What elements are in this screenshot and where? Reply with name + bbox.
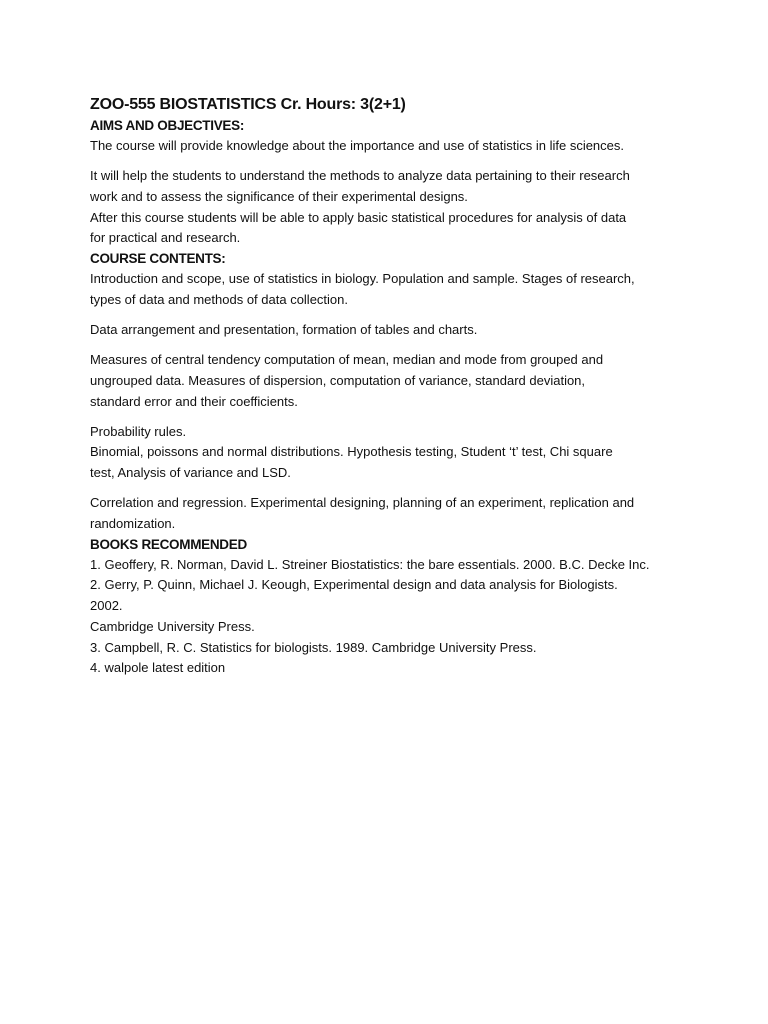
book-item-2-year: 2002. — [90, 598, 123, 614]
text-line: Binomial, poissons and normal distributions. Hypothesis testing, Student ‘t’ test, Chi square — [90, 444, 613, 460]
book-item-2-publisher: Cambridge University Press. — [90, 618, 255, 634]
text-line: Introduction and scope, use of statistics in biology. Population and sample. Stages of research, — [90, 271, 635, 287]
text-line: Probability rules. — [90, 423, 187, 439]
book-item-2: 2. Gerry, P. Quinn, Michael J. Keough, Experimental design and data analysis for Biologists. — [90, 577, 618, 593]
text-line: Data arrangement and presentation, formation of tables and charts. — [90, 321, 478, 337]
text-line: After this course students will be able to apply basic statistical procedures for analysis of data — [90, 209, 627, 225]
books-list — [90, 555, 690, 679]
text-line: standard error and their coefficients. — [90, 393, 298, 409]
contents-heading: COURSE CONTENTS: — [90, 251, 226, 267]
text-line: for practical and research. — [90, 230, 241, 246]
contents-paragraph-5 — [90, 493, 690, 534]
text-line: Correlation and regression. Experimental designing, planning of an experiment, replication and — [90, 495, 635, 511]
text-line: It will help the students to understand the methods to analyze data pertaining to their research — [90, 168, 630, 184]
books-heading: BOOKS RECOMMENDED — [90, 536, 247, 552]
text-line: The course will provide knowledge about the importance and use of statistics in life sciences. — [90, 138, 625, 153]
document-title: ZOO-555 BIOSTATISTICS Cr. Hours: 3(2+1) — [90, 96, 406, 113]
aims-heading: AIMS AND OBJECTIVES: — [90, 118, 245, 133]
aims-paragraph-1 — [90, 136, 690, 157]
document-page — [90, 94, 690, 679]
aims-paragraph-2 — [90, 166, 690, 249]
contents-paragraph-1 — [90, 269, 690, 310]
book-item-1: 1. Geoffery, R. Norman, David L. Streiner Biostatistics: the bare essentials. 2000. B.C. Decke Inc. — [90, 556, 650, 572]
contents-paragraph-2 — [90, 320, 690, 341]
text-line: test, Analysis of variance and LSD. — [90, 465, 291, 481]
contents-paragraph-4 — [90, 422, 690, 484]
text-line: work and to assess the significance of their experimental designs. — [90, 188, 468, 204]
book-item-4: 4. walpole latest edition — [90, 660, 226, 676]
contents-paragraph-3 — [90, 350, 690, 412]
text-line: types of data and methods of data collection. — [90, 291, 349, 307]
text-line: Measures of central tendency computation of mean, median and mode from grouped and — [90, 352, 604, 368]
book-item-3: 3. Campbell, R. C. Statistics for biologists. 1989. Cambridge University Press. — [90, 639, 537, 655]
text-line: randomization. — [90, 516, 176, 532]
text-line: ungrouped data. Measures of dispersion, computation of variance, standard deviation, — [90, 372, 586, 388]
